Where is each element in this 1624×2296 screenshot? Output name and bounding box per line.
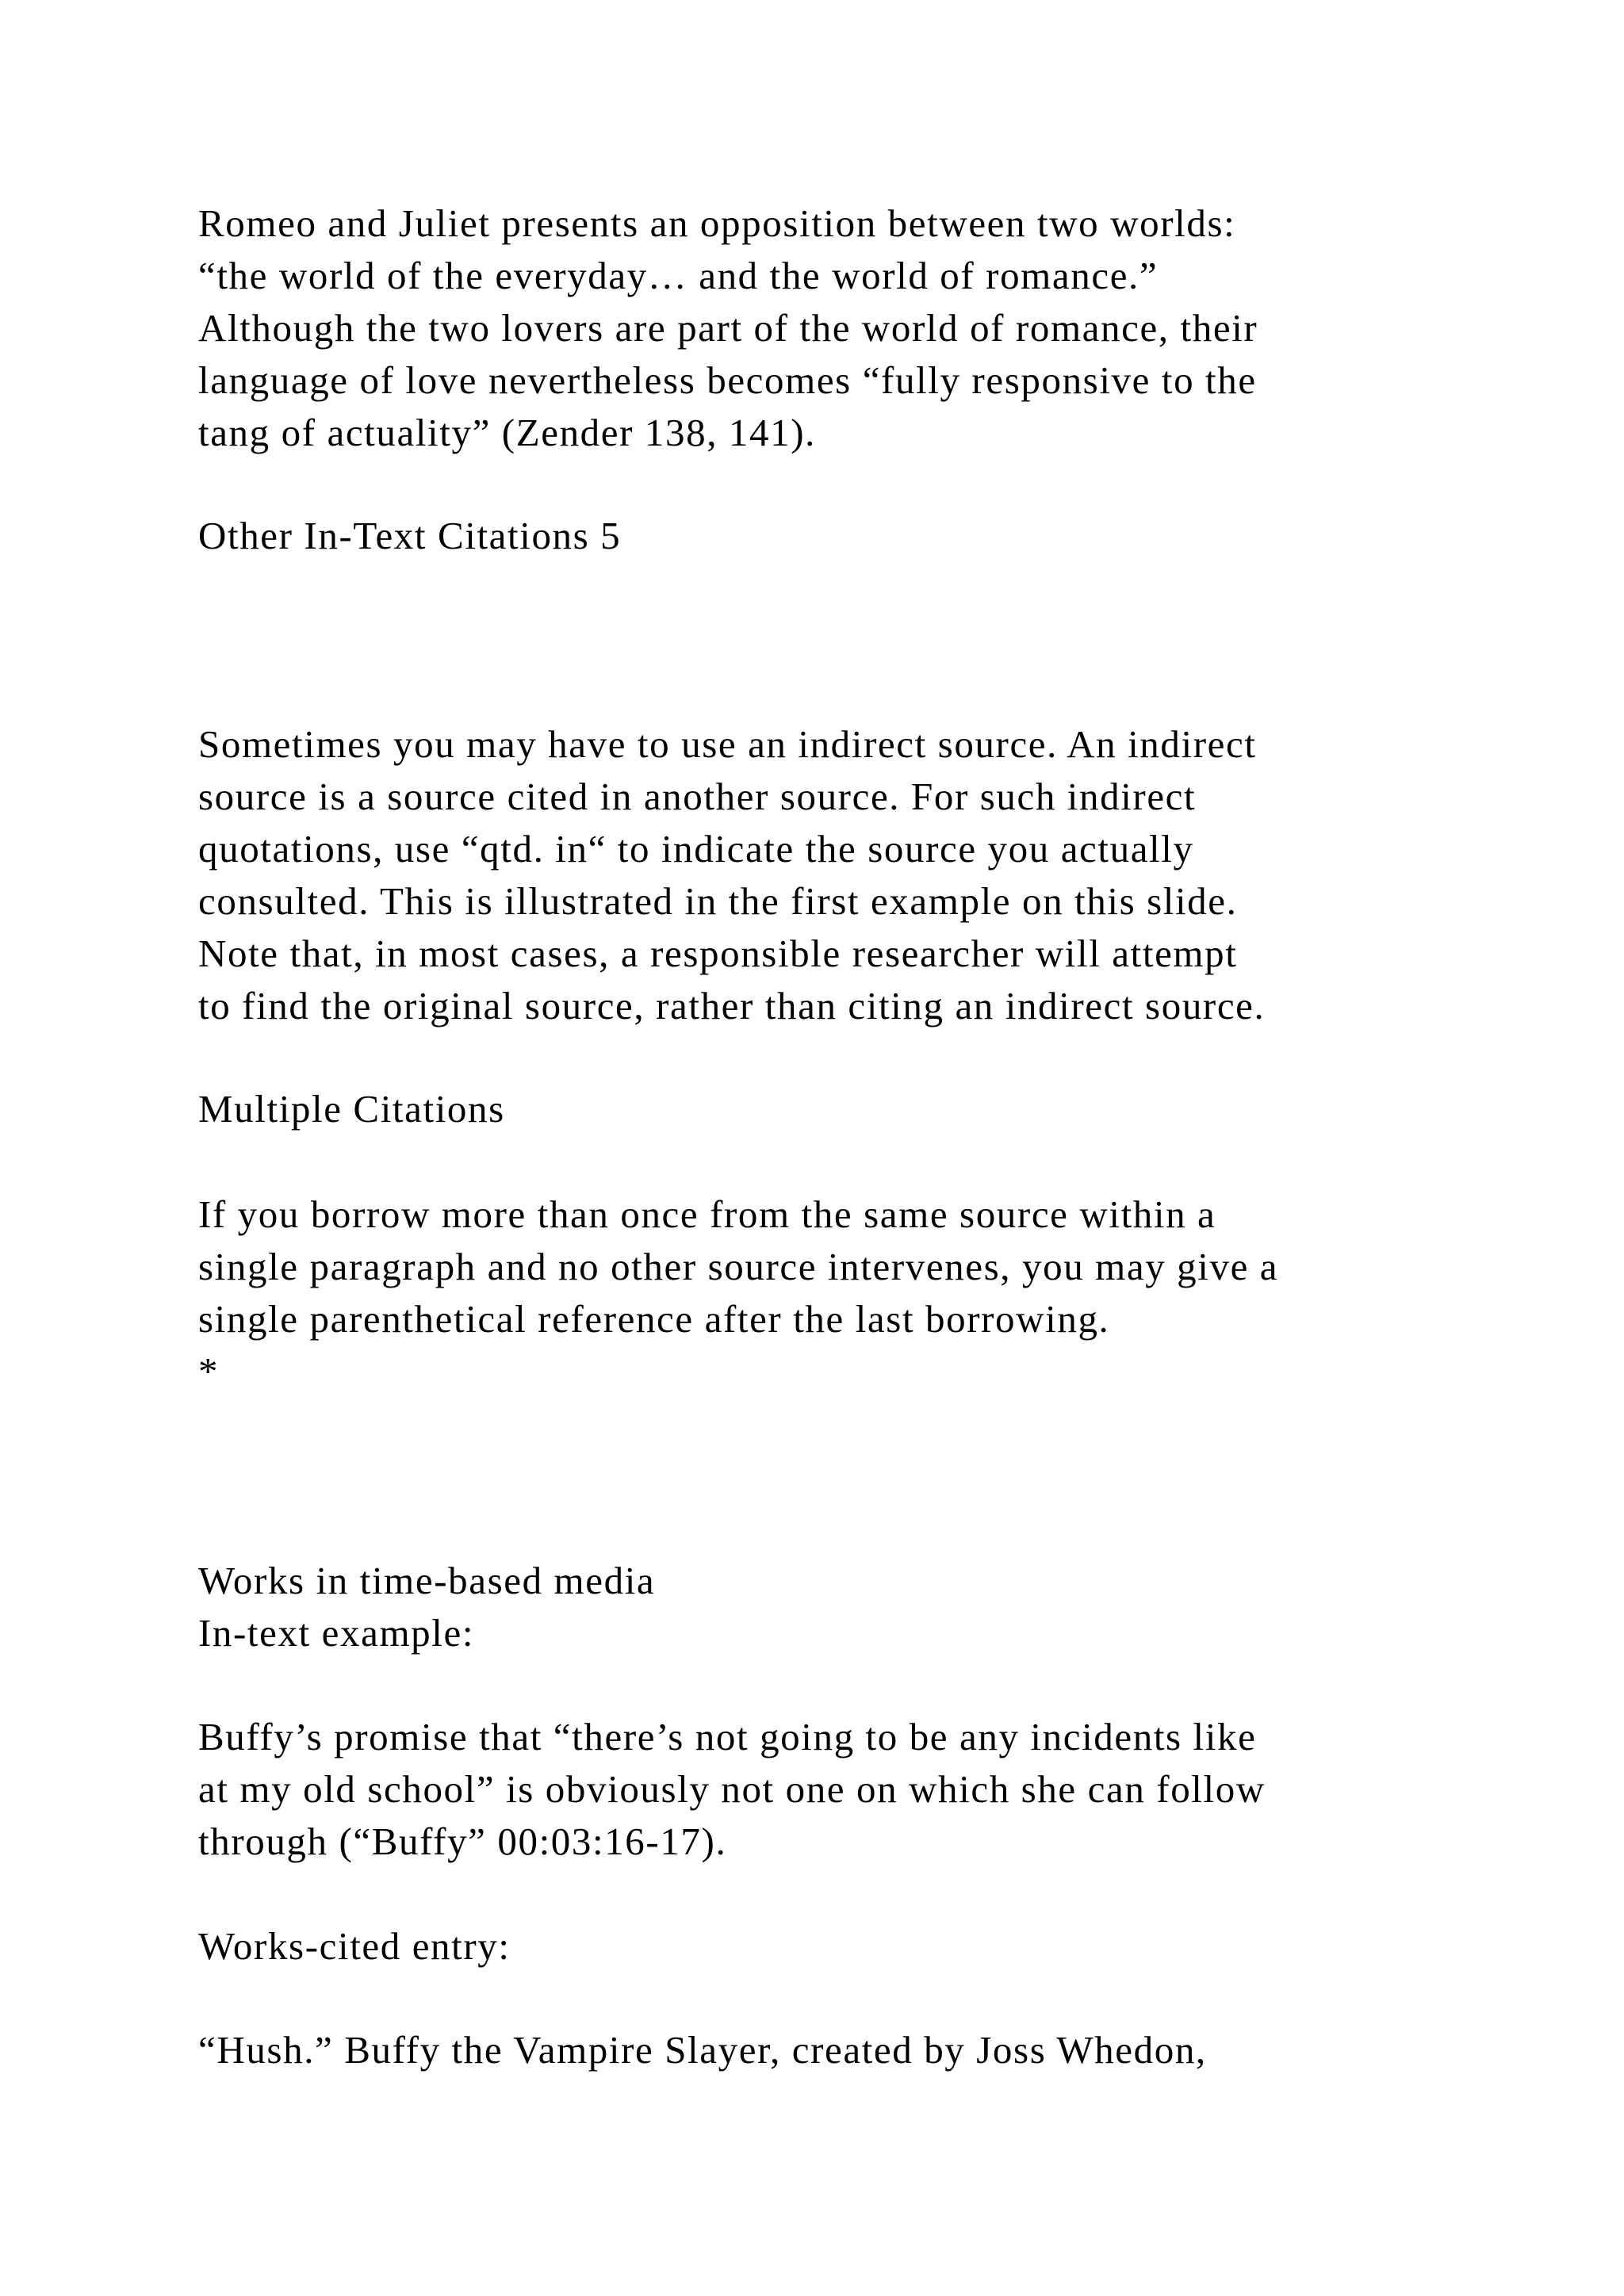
indirect-line-3: quotations, use “qtd. in“ to indicate the source you actually bbox=[198, 827, 1194, 871]
indirect-line-1: Sometimes you may have to use an indirect source. An indirect bbox=[198, 722, 1257, 766]
asterisk-marker: * bbox=[198, 1349, 220, 1393]
romeo-line-1: Romeo and Juliet presents an opposition between two worlds: bbox=[198, 201, 1236, 245]
multiple-line-2: single paragraph and no other source intervenes, you may give a bbox=[198, 1245, 1279, 1288]
heading-multiple-citations: Multiple Citations bbox=[198, 1087, 505, 1131]
heading-time-based-media: Works in time-based media bbox=[198, 1559, 656, 1602]
indirect-line-6: to find the original source, rather than citing an indirect source. bbox=[198, 984, 1266, 1027]
romeo-line-3: Although the two lovers are part of the world of romance, their bbox=[198, 306, 1258, 350]
buffy-line-3: through (“Buffy” 00:03:16-17). bbox=[198, 1820, 727, 1863]
multiple-line-1: If you borrow more than once from the same source within a bbox=[198, 1192, 1216, 1236]
heading-other-in-text-citations: Other In-Text Citations 5 bbox=[198, 514, 622, 557]
romeo-line-5: tang of actuality” (Zender 138, 141). bbox=[198, 411, 816, 454]
works-cited-line: “Hush.” Buffy the Vampire Slayer, created by Joss Whedon, bbox=[198, 2028, 1207, 2072]
indirect-line-4: consulted. This is illustrated in the first example on this slide. bbox=[198, 879, 1238, 923]
buffy-line-1: Buffy’s promise that “there’s not going to be any incidents like bbox=[198, 1715, 1257, 1758]
indirect-line-2: source is a source cited in another source. For such indirect bbox=[198, 775, 1197, 818]
multiple-line-3: single parenthetical reference after the last borrowing. bbox=[198, 1297, 1110, 1341]
buffy-line-2: at my old school” is obviously not one on which she can follow bbox=[198, 1767, 1266, 1811]
label-works-cited-entry: Works-cited entry: bbox=[198, 1924, 511, 1968]
label-in-text-example: In-text example: bbox=[198, 1611, 475, 1655]
indirect-line-5: Note that, in most cases, a responsible researcher will attempt bbox=[198, 932, 1238, 975]
romeo-line-4: language of love nevertheless becomes “fully responsive to the bbox=[198, 358, 1257, 402]
romeo-line-2: “the world of the everyday… and the world of romance.” bbox=[198, 254, 1159, 297]
